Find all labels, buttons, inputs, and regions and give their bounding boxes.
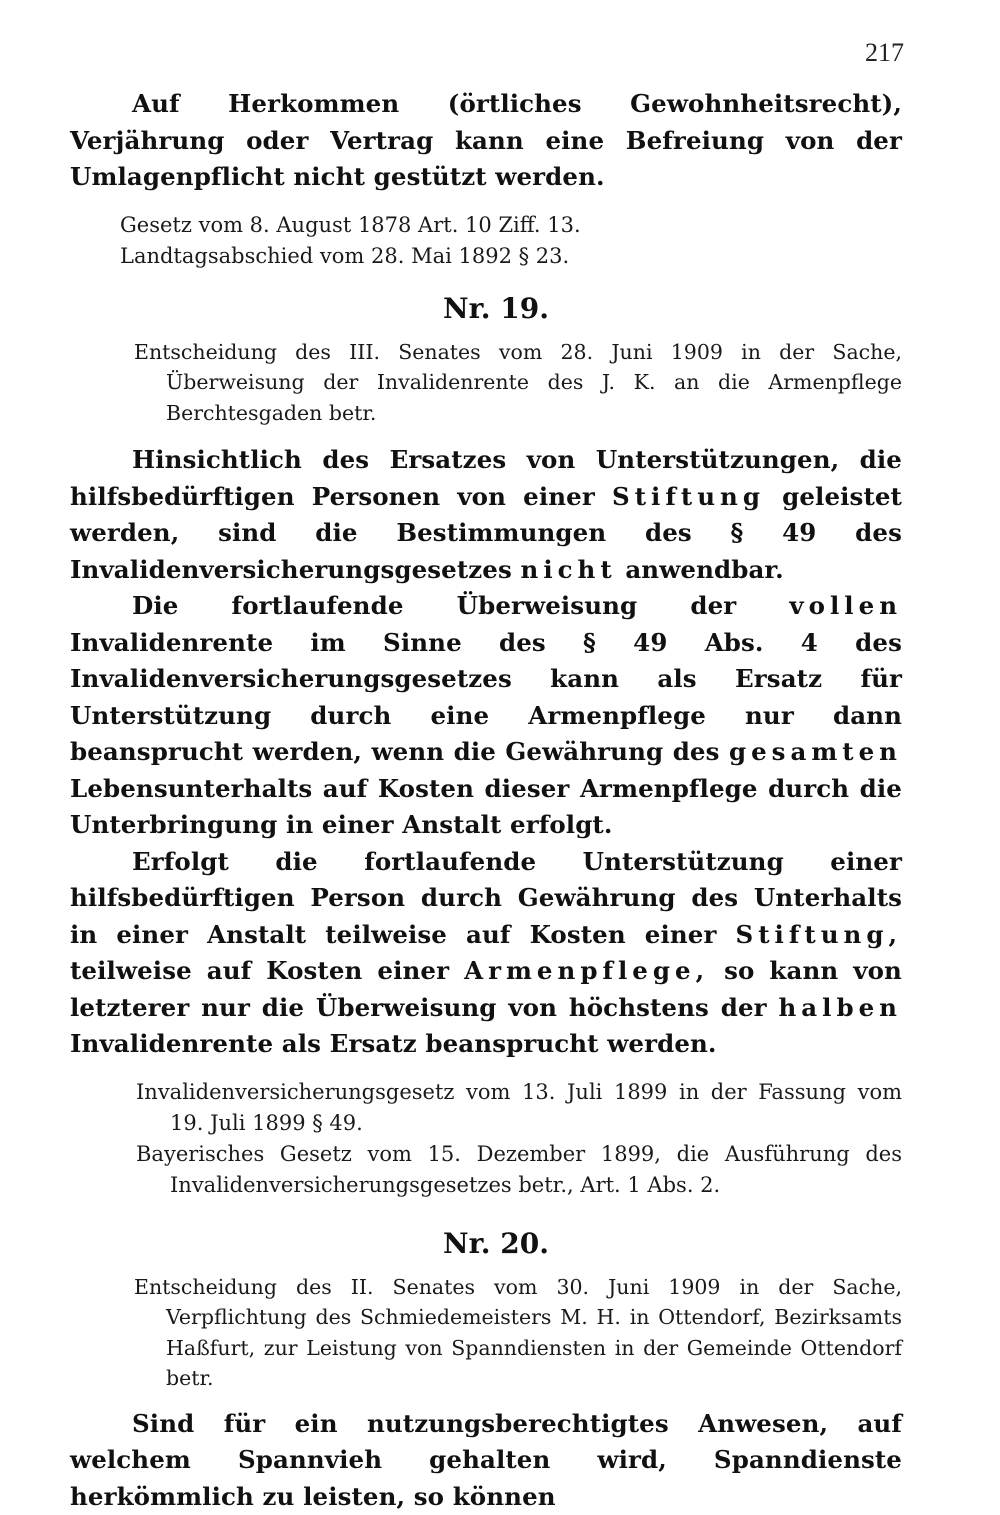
- text-run: Hinsichtlich des Ersatzes von Unterstützungen, die hilfsbedürftigen Personen von einer: [70, 445, 902, 511]
- text-run: geleistet werden, sind die Bestimmungen des § 49 des Invalidenversicherungsgesetzes: [70, 482, 902, 584]
- section-citations: [70, 1077, 902, 1201]
- page-number: 217: [865, 38, 904, 68]
- decision-summary: Entscheidung des III. Senates vom 28. Juni 1909 in der Sache, Überweisung der Invalidenrente des J. K. an die Armenpflege Berchtesgaden betr.: [70, 337, 902, 429]
- citation-line: Landtagsabschied vom 28. Mai 1892 § 23.: [70, 241, 902, 272]
- section-nr-20: [70, 1227, 902, 1515]
- emphasized-text: halben: [778, 993, 902, 1022]
- text-run: teilweise auf Kosten einer: [70, 956, 449, 985]
- citation-line: Gesetz vom 8. August 1878 Art. 10 Ziff. 13.: [70, 210, 902, 241]
- body-paragraph: Sind für ein nutzungsberechtigtes Anwesen, auf welchem Spannvieh gehalten wird, Spanndienste herkömmlich zu leisten, so können: [70, 1406, 902, 1515]
- text-run: Die fortlaufende Überweisung der: [132, 591, 736, 620]
- section-heading: Nr. 20.: [70, 1227, 902, 1260]
- body-paragraph: [70, 442, 902, 588]
- text-run: Invalidenrente im Sinne des § 49 Abs. 4 des Invalidenversicherungsgesetzes kann als Ersatz für Unterstützung durch eine Armenpflege nur dann beansprucht werden, wenn die Gewährung des: [70, 628, 902, 767]
- section-nr-19: [70, 292, 902, 1201]
- text-run: so kann von letzterer nur die Überweisung von höchstens der: [70, 956, 902, 1022]
- intro-paragraph: Auf Herkommen (örtliches Gewohnheitsrecht), Verjährung oder Vertrag kann eine Befreiung von der Umlagenpflicht nicht gestützt werden.: [70, 86, 902, 196]
- text-column: [70, 80, 902, 1515]
- section-heading: Nr. 19.: [70, 292, 902, 325]
- emphasized-text: vollen: [789, 591, 902, 620]
- emphasized-text: Stiftung: [612, 482, 765, 511]
- intro-citations: [70, 210, 902, 272]
- emphasized-text: Armenpflege,: [464, 956, 709, 985]
- emphasized-text: gesamten: [729, 737, 902, 766]
- citation-line: Bayerisches Gesetz vom 15. Dezember 1899, die Ausführung des Invalidenversicherungsgesetzes betr., Art. 1 Abs. 2.: [70, 1139, 902, 1201]
- text-run: Lebensunterhalts auf Kosten dieser Armenpflege durch die Unterbringung in einer Anstalt erfolgt.: [70, 774, 902, 840]
- body-paragraph: [70, 588, 902, 844]
- text-run: Invalidenrente als Ersatz beansprucht werden.: [70, 1029, 717, 1058]
- text-run: Erfolgt die fortlaufende Unterstützung einer hilfsbedürftigen Person durch Gewährung des Unterhalts in einer Anstalt teilweise auf Kosten einer: [70, 847, 902, 949]
- emphasized-text: Stiftung,: [736, 920, 902, 949]
- text-run: anwendbar.: [625, 555, 784, 584]
- emphasized-text: nicht: [521, 555, 617, 584]
- decision-summary: Entscheidung des II. Senates vom 30. Juni 1909 in der Sache, Verpflichtung des Schmiedemeisters M. H. in Ottendorf, Bezirksamts Haßfurt, zur Leistung von Spanndiensten in der Gemeinde Ottendorf betr.: [70, 1272, 902, 1394]
- citation-line: Invalidenversicherungsgesetz vom 13. Juli 1899 in der Fassung vom 19. Juli 1899 § 49.: [70, 1077, 902, 1139]
- body-paragraph: [70, 844, 902, 1063]
